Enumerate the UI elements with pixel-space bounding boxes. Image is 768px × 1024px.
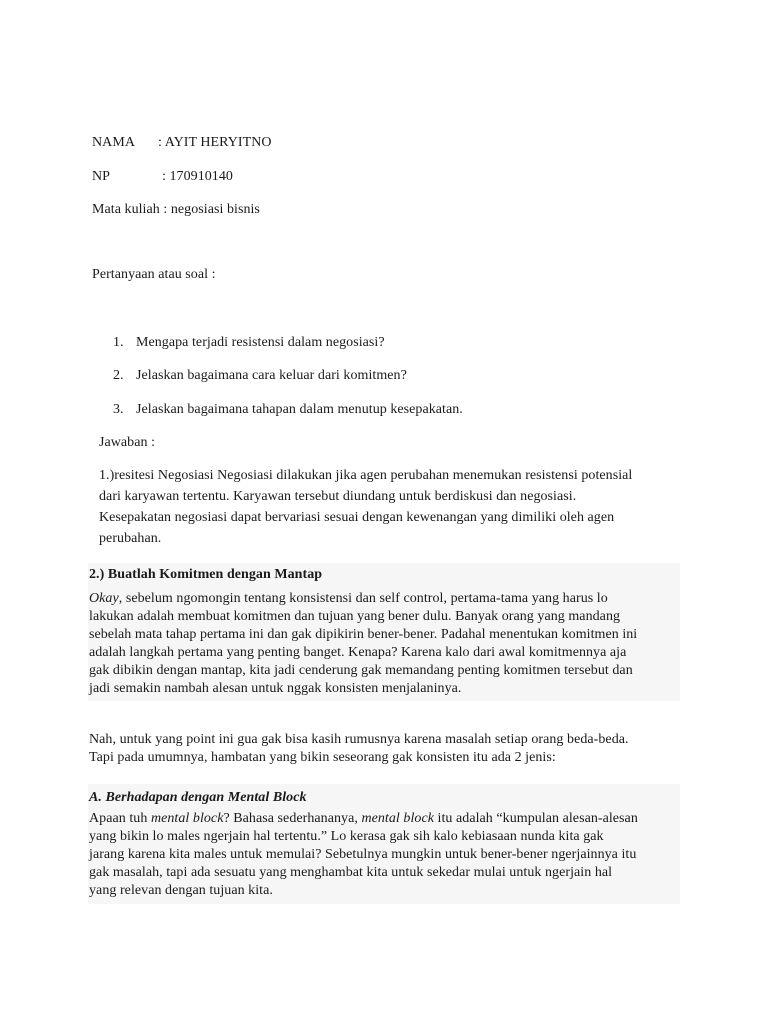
section-2-paragraph-1 <box>89 590 637 698</box>
paragraph-line: jadi semakin nambah alesan untuk nggak konsisten menjalaninya. <box>89 681 462 696</box>
question-number: 2. <box>113 368 124 383</box>
paragraph-line: yang bikin lo males ngerjain hal tertentu.” Lo kerasa gak sih kalo kebiasaan nunda kita gak <box>89 829 604 844</box>
question-text: Jelaskan bagaimana cara keluar dari komitmen? <box>136 368 407 383</box>
paragraph-line: Apaan tuh mental block? Bahasa sederhananya, mental block itu adalah “kumpulan alesan-alesan <box>89 811 638 826</box>
answer-1-paragraph <box>99 465 679 549</box>
course-line: Mata kuliah : negosiasi bisnis <box>92 202 260 217</box>
paragraph-line: jarang karena kita males untuk memulai? Sebetulnya mungkin untuk bener-bener ngerjainnya itu <box>89 847 637 862</box>
paragraph-line: sebelah mata tahap pertama ini dan gak dipikirin bener-bener. Padahal menentukan komitmen ini <box>89 627 638 642</box>
paragraph-line: lakukan adalah membuat komitmen dan tujuan yang bener dulu. Banyak orang yang mandang <box>89 609 621 624</box>
name-label: NAMA <box>92 135 135 150</box>
question-text: Mengapa terjadi resistensi dalam negosiasi? <box>136 335 385 350</box>
paragraph-line: Tapi pada umumnya, hambatan yang bikin seseorang gak konsisten itu ada 2 jenis: <box>89 750 556 765</box>
answer-1-line: perubahan. <box>99 531 162 546</box>
paragraph-line: Nah, untuk yang point ini gua gak bisa kasih rumusnya karena masalah setiap orang beda-beda. <box>89 732 629 747</box>
answer-1-line: 1.)resitesi Negosiasi Negosiasi dilakukan jika agen perubahan menemukan resistensi potensial <box>99 468 633 483</box>
answer-1-line: Kesepakatan negosiasi dapat bervariasi sesuai dengan kewenangan yang dimiliki oleh agen <box>99 510 615 525</box>
answers-label: Jawaban : <box>99 435 156 450</box>
question-text: Jelaskan bagaimana tahapan dalam menutup kesepakatan. <box>136 402 463 417</box>
question-number: 3. <box>113 402 124 417</box>
paragraph-line: gak dibikin dengan mantap, kita jadi cenderung gak memandang penting komitmen tersebut dan <box>89 663 633 678</box>
section-2-paragraph-2 <box>89 731 629 767</box>
question-number: 1. <box>113 335 124 350</box>
np-label: NP <box>92 169 110 184</box>
okay-emphasis: Okay <box>89 591 119 606</box>
paragraph-line: Okay, sebelum ngomongin tentang konsistensi dan self control, pertama-tama yang harus lo <box>89 591 608 606</box>
section-a-title: A. Berhadapan dengan Mental Block <box>89 790 307 805</box>
np-value: : 170910140 <box>162 169 233 184</box>
name-value: : AYIT HERYITNO <box>158 135 272 150</box>
section-a-paragraph <box>89 810 638 900</box>
paragraph-line: yang relevan dengan tujuan kita. <box>89 883 273 898</box>
paragraph-line: adalah langkah pertama yang penting banget. Kenapa? Karena kalo dari awal komitmennya aja <box>89 645 627 660</box>
questions-intro: Pertanyaan atau soal : <box>92 267 216 282</box>
section-2-title: 2.) Buatlah Komitmen dengan Mantap <box>89 567 323 582</box>
answer-1-line: dari karyawan tertentu. Karyawan tersebut diundang untuk berdiskusi dan negosiasi. <box>99 489 577 504</box>
paragraph-line: gak masalah, tapi ada sesuatu yang menghambat kita untuk sekedar mulai untuk ngerjain hal <box>89 865 613 880</box>
